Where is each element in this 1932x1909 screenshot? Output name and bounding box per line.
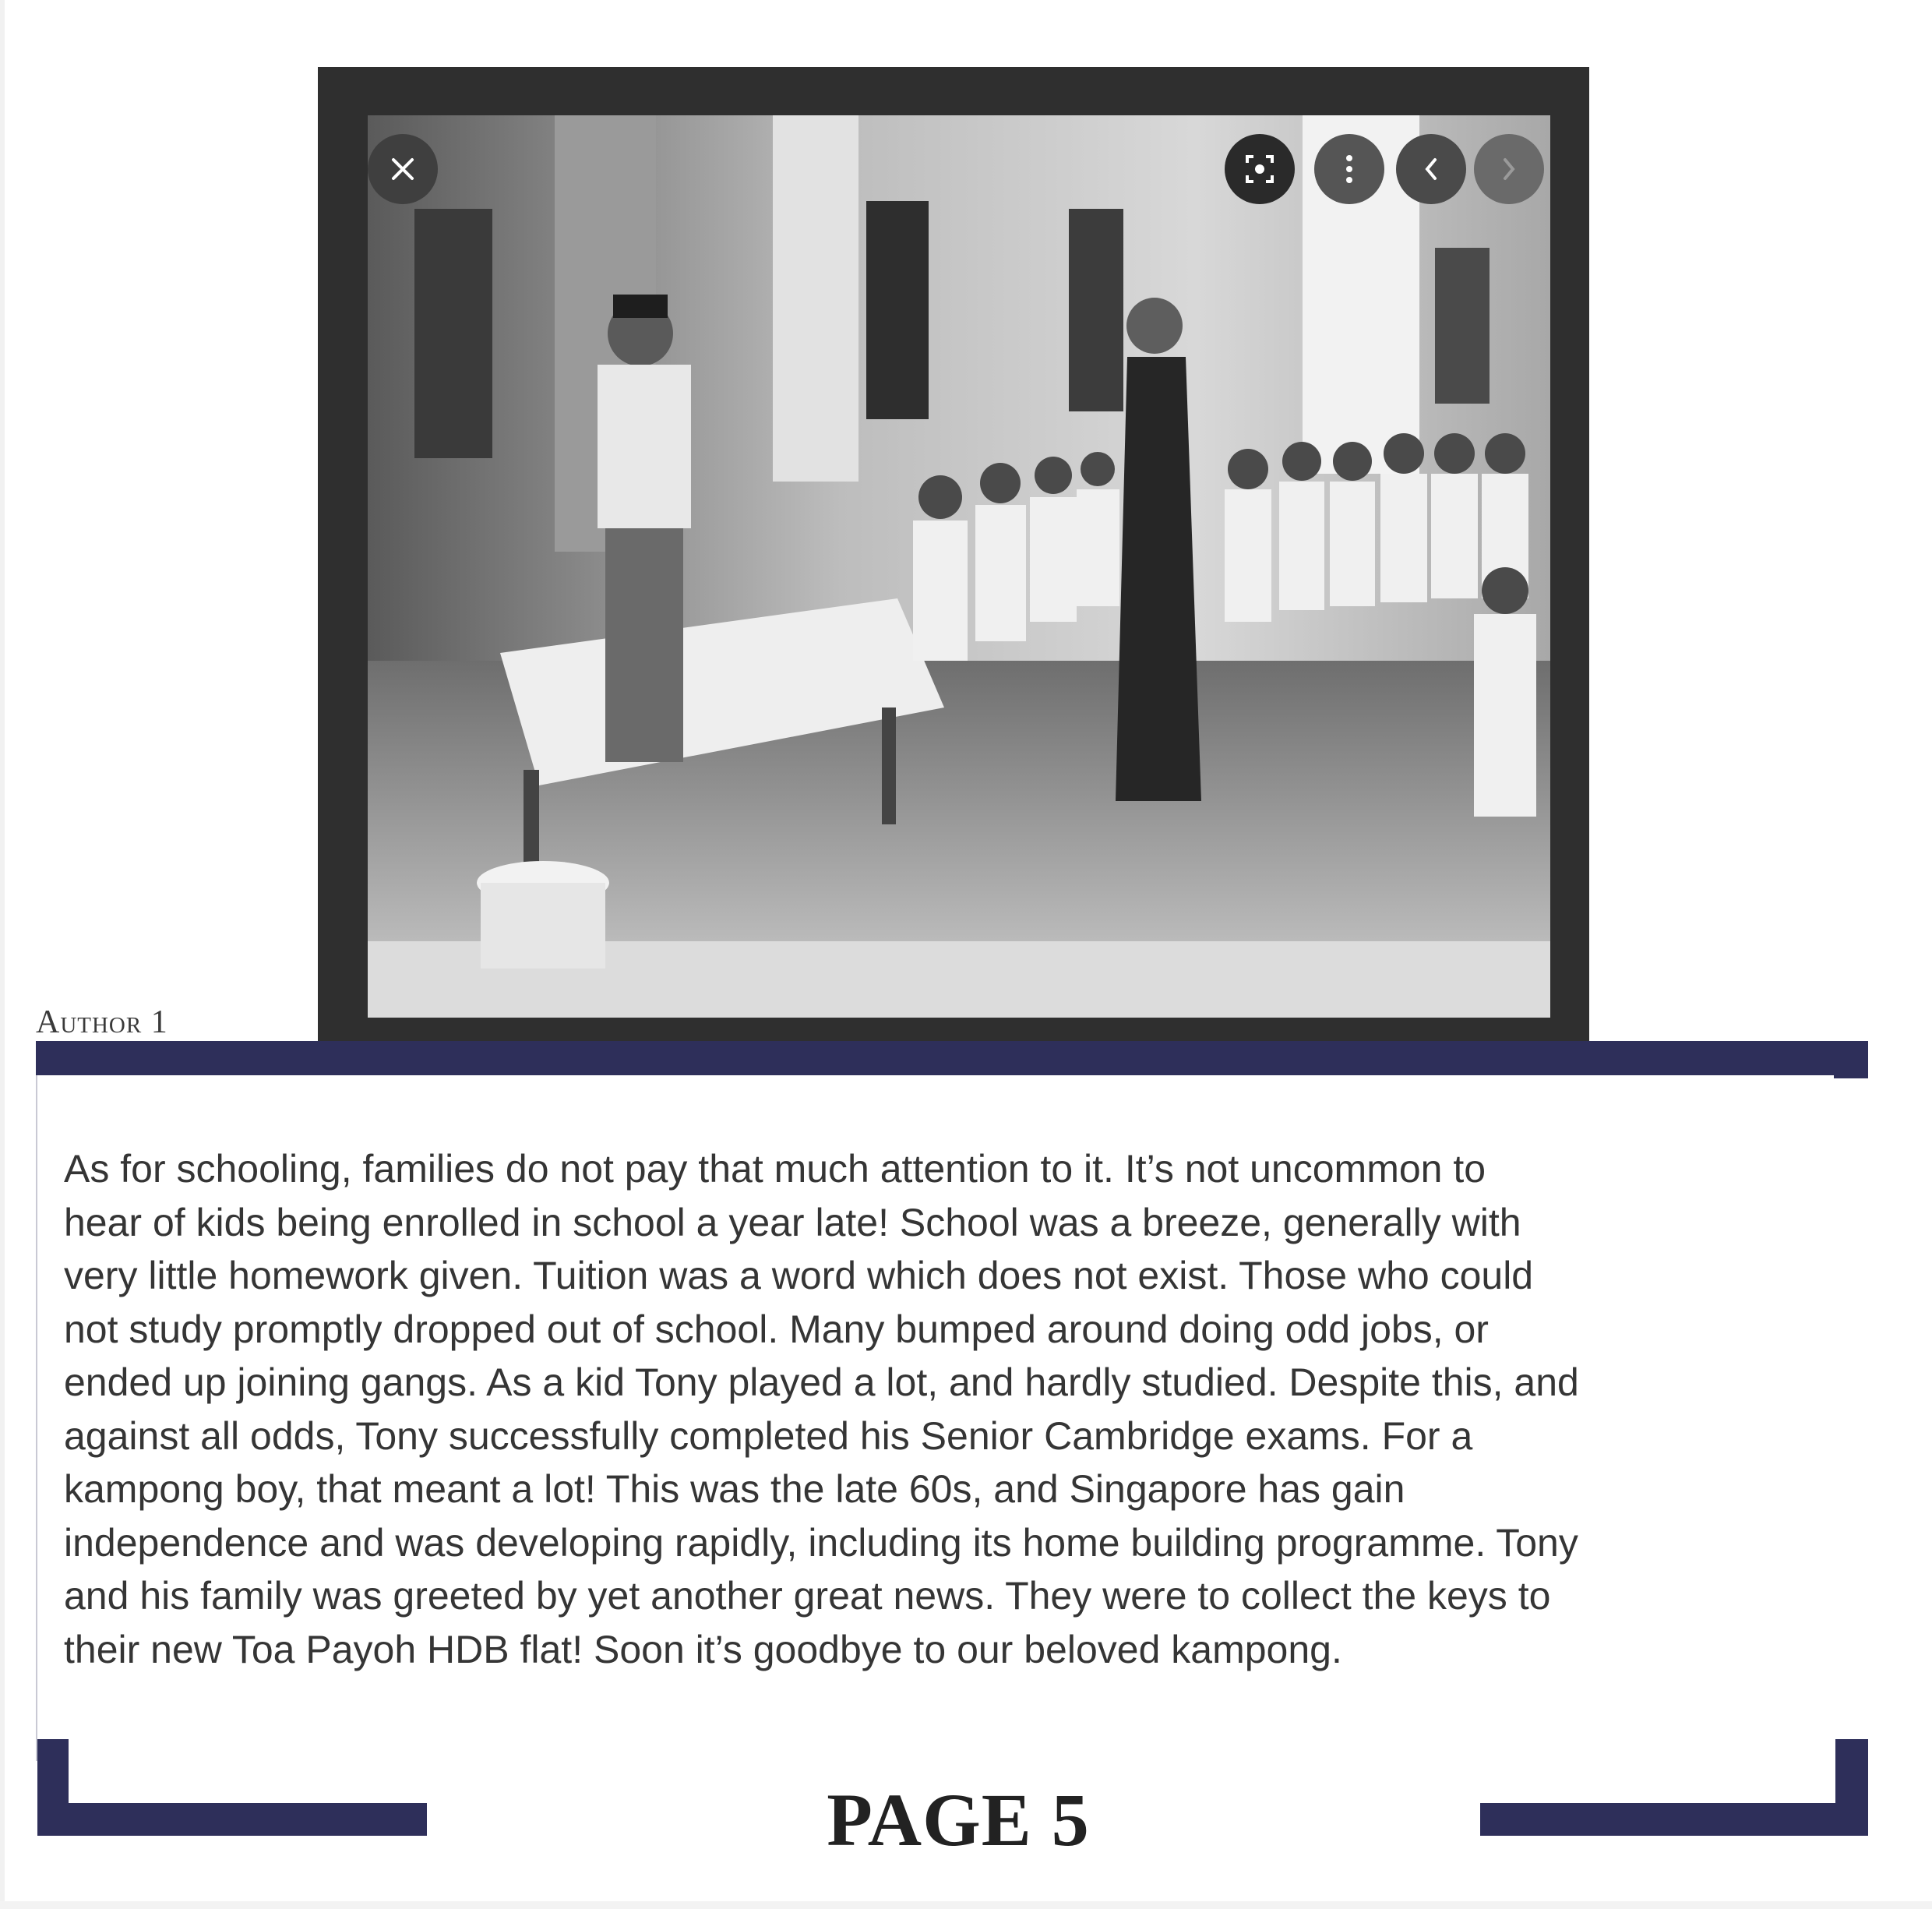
body-line: hear of kids being enrolled in school a year late! School was a breeze, generally with (64, 1200, 1521, 1244)
close-icon (387, 153, 418, 185)
lens-search-icon (1243, 152, 1277, 186)
previous-image-button[interactable] (1396, 134, 1466, 204)
page-edge (0, 0, 5, 1909)
bottom-right-bracket-horizontal (1480, 1803, 1868, 1836)
body-line: their new Toa Payoh HDB flat! Soon it’s goodbye to our beloved kampong. (64, 1627, 1342, 1671)
body-line: independence and was developing rapidly, including its home building programme. Tony (64, 1520, 1578, 1565)
historical-photo (368, 115, 1550, 1018)
top-accent-bar-tail (1834, 1041, 1868, 1078)
body-line: kampong boy, that meant a lot! This was the late 60s, and Singapore has gain (64, 1467, 1405, 1511)
lens-button[interactable] (1225, 134, 1295, 204)
body-line: ended up joining gangs. As a kid Tony played a lot, and hardly studied. Despite this, and (64, 1360, 1579, 1404)
page-edge-bottom (0, 1901, 1932, 1909)
chevron-right-icon (1497, 153, 1521, 185)
body-left-border (36, 1075, 37, 1761)
body-line: As for schooling, families do not pay that much attention to it. It’s not uncommon to (64, 1147, 1486, 1191)
body-line: against all odds, Tony successfully completed his Senior Cambridge exams. For a (64, 1413, 1473, 1458)
page-number: PAGE 5 (827, 1778, 1090, 1861)
top-accent-bar (36, 1041, 1868, 1075)
bottom-left-bracket-horizontal (37, 1803, 427, 1836)
body-paragraph (64, 1142, 1871, 1676)
more-options-button[interactable] (1314, 134, 1384, 204)
close-button[interactable] (368, 134, 438, 204)
body-line: very little homework given. Tuition was a word which does not exist. Those who could (64, 1254, 1534, 1297)
next-image-button[interactable] (1474, 134, 1544, 204)
photo-frame (318, 67, 1589, 1043)
more-vertical-icon (1343, 152, 1356, 186)
author-caption: Author 1 (36, 1004, 168, 1040)
chevron-left-icon (1419, 153, 1443, 185)
body-line: and his family was greeted by yet another great news. They were to collect the keys to (64, 1574, 1551, 1618)
body-line: not study promptly dropped out of school. Many bumped around doing odd jobs, or (64, 1307, 1489, 1351)
photo-illustration (368, 115, 1550, 1018)
